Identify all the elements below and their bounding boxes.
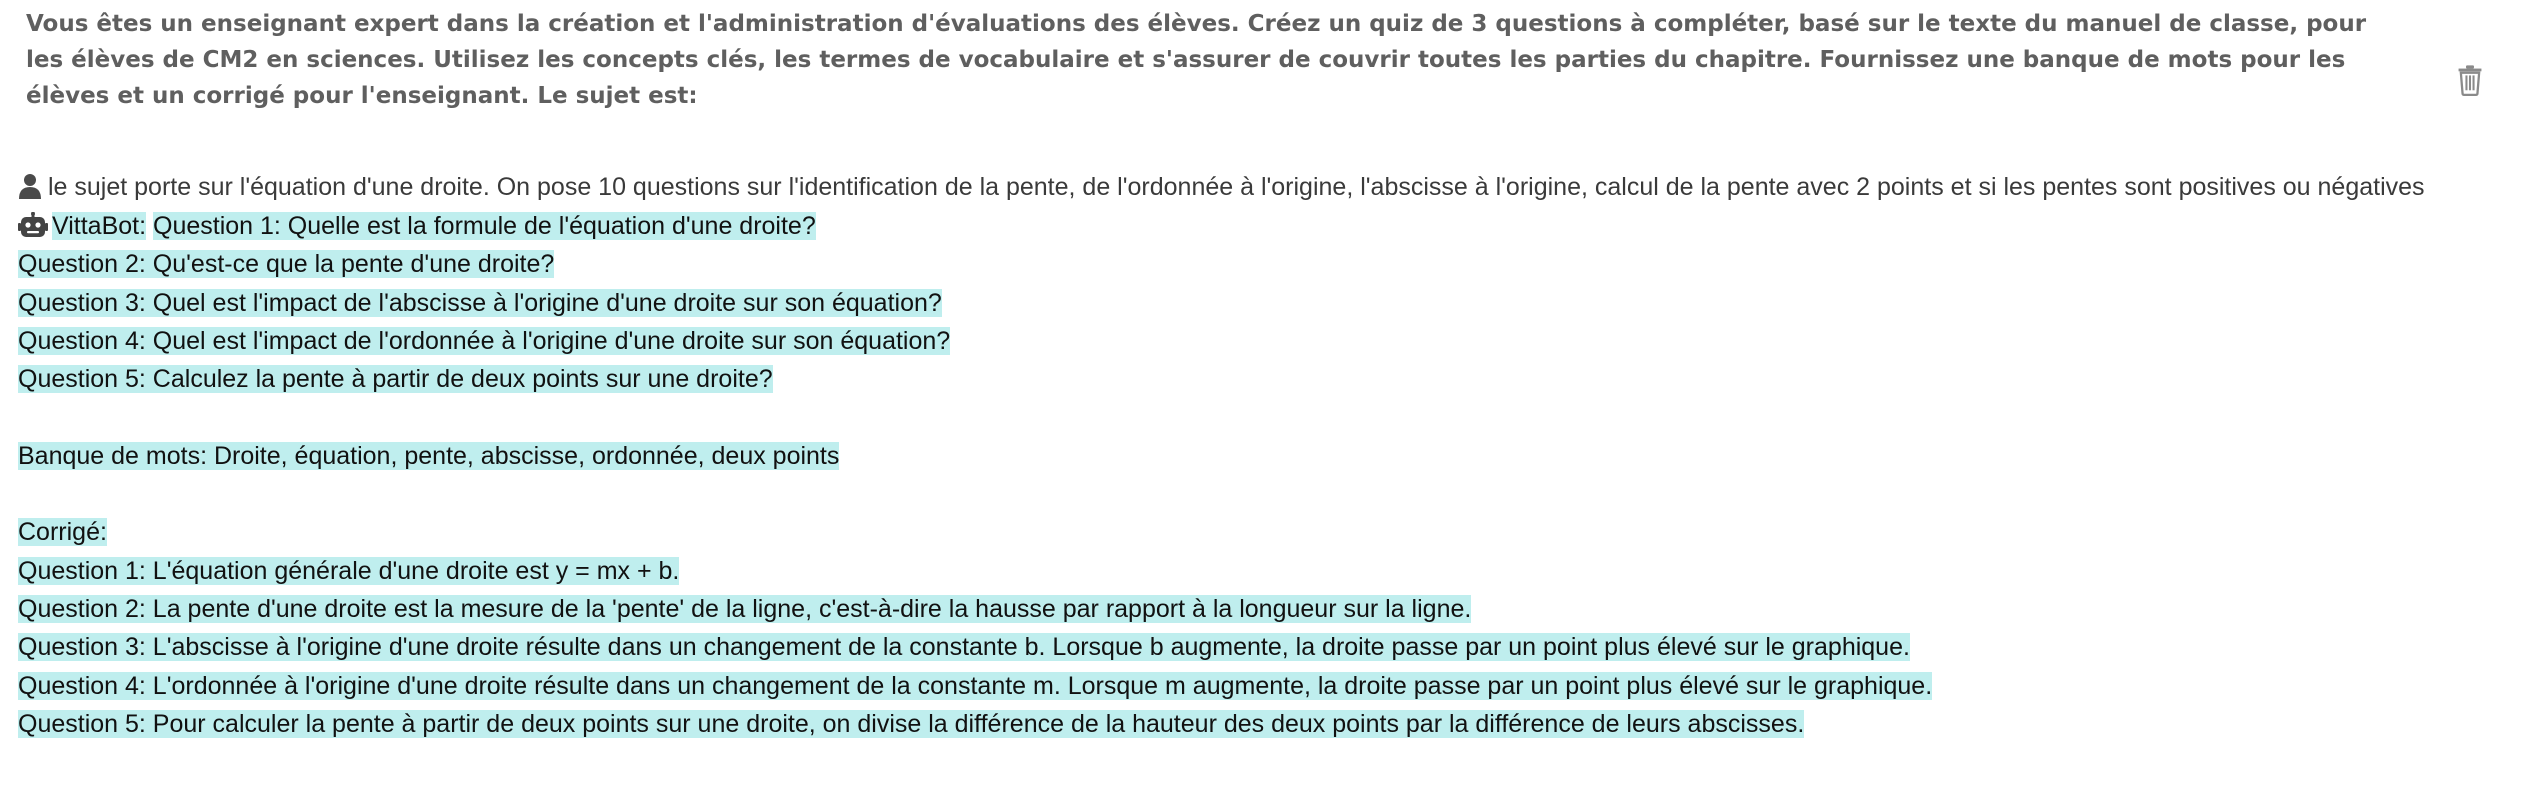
trash-icon[interactable]	[2456, 64, 2484, 96]
bot-response	[18, 207, 1932, 743]
answer-3: Question 3: L'abscisse à l'origine d'une droite résulte dans un changement de la constante b. Lorsque b augmente, la droite passe par un point plus élevé sur le graphique.	[18, 633, 1910, 662]
answer-1: Question 1: L'équation générale d'une droite est y = mx + b.	[18, 556, 680, 585]
prompt-text: Vous êtes un enseignant expert dans la création et l'administration d'évaluations des élèves. Créez un quiz de 3 questions à compléter, basé sur le texte du manuel de classe, pour les élèves de CM2 en sciences. Utilisez les concepts clés, les termes de vocabulaire et s'assurer de couvrir toutes les parties du chapitre. Fournissez une banque de mots pour les élèves et un corrigé pour l'enseignant. Le sujet est:	[26, 11, 2367, 109]
word-bank: Banque de mots: Droite, équation, pente, abscisse, ordonnée, deux points	[18, 441, 840, 470]
user-message-text: le sujet porte sur l'équation d'une droite. On pose 10 questions sur l'identification de la pente, de l'ordonnée à l'origine, l'abscisse à l'origine, calcul de la pente avec 2 points et si les pentes sont positives ou négatives	[48, 173, 2425, 201]
answer-5: Question 5: Pour calculer la pente à partir de deux points sur une droite, on divise la différence de la hauteur des deux points par la différence de leurs abscisses.	[18, 709, 1805, 738]
question-5: Question 5: Calculez la pente à partir de deux points sur une droite?	[18, 365, 773, 394]
answer-key-title: Corrigé:	[18, 518, 107, 547]
question-1: Question 1: Quelle est la formule de l'équation d'une droite?	[153, 212, 816, 240]
question-3: Question 3: Quel est l'impact de l'abscisse à l'origine d'une droite sur son équation?	[18, 288, 942, 317]
question-2: Question 2: Qu'est-ce que la pente d'une droite?	[18, 250, 555, 279]
user-icon	[18, 173, 42, 199]
robot-icon	[18, 212, 48, 238]
answer-4: Question 4: L'ordonnée à l'origine d'une droite résulte dans un changement de la constante m. Lorsque m augmente, la droite passe par un point plus élevé sur le graphique.	[18, 671, 1933, 700]
bot-label: VittaBot:	[52, 212, 147, 240]
user-message	[18, 170, 2425, 204]
answer-2: Question 2: La pente d'une droite est la mesure de la 'pente' de la ligne, c'est-à-dire la hausse par rapport à la longueur sur la ligne.	[18, 594, 1472, 623]
bot-first-line	[18, 207, 1932, 245]
question-4: Question 4: Quel est l'impact de l'ordonnée à l'origine d'une droite sur son équation?	[18, 326, 951, 355]
